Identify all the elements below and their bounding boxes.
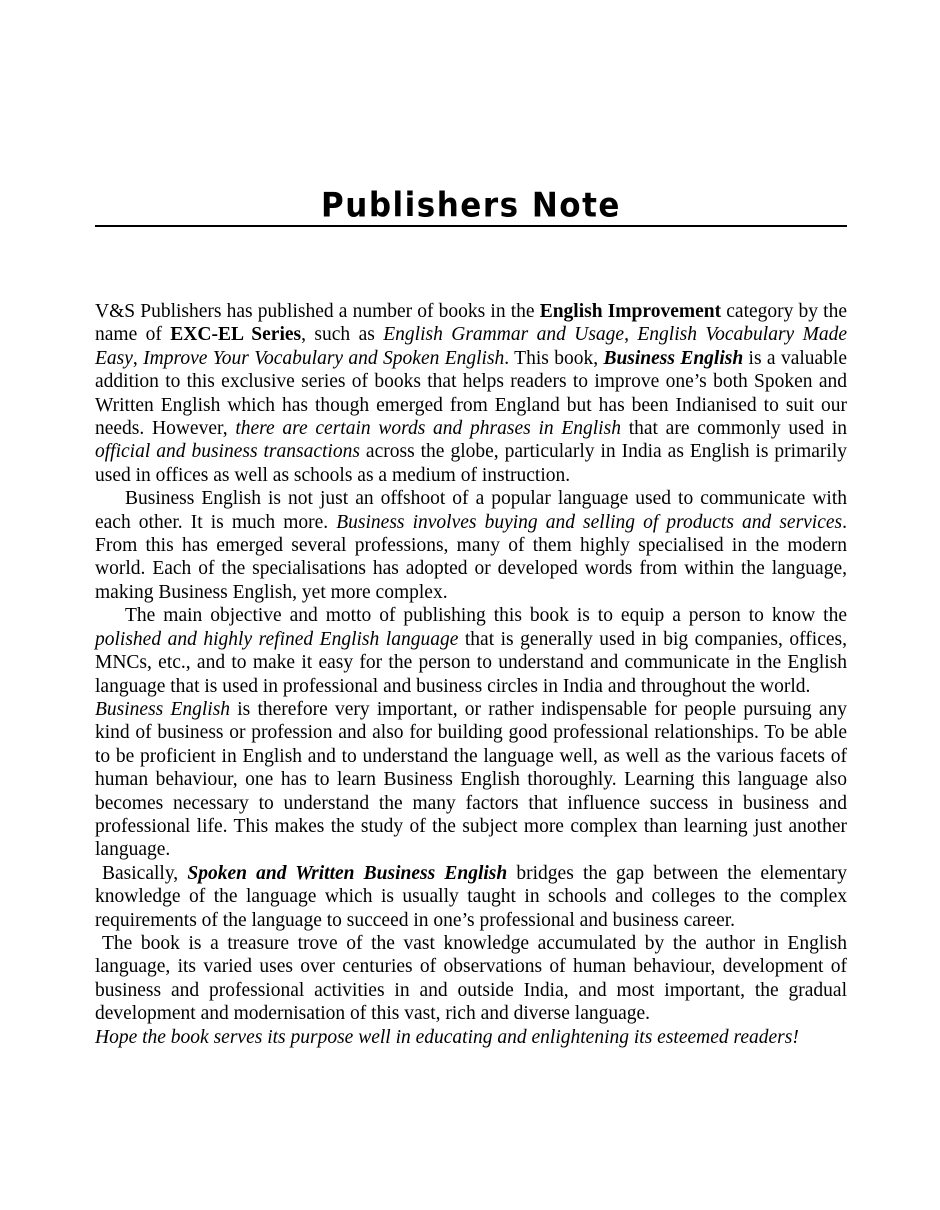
emphasis-text: Business involves buying and selling of products and services	[336, 511, 843, 533]
body-text: . From this has emerged several professions, many of them highly specialised in the modern world. Each of the specialisations has adopted or developed words from within the language, making Business English, yet more complex.	[95, 511, 847, 603]
body-text: The main objective and motto of publishing this book is to equip a person to know the	[125, 605, 847, 627]
emphasis-text: official and business transactions	[95, 441, 360, 463]
emphasis-text: Hope the book serves its purpose well in educating and enlightening its esteemed readers!	[95, 1026, 799, 1048]
body-text: bridges the gap between the elementary knowledge of the language which is usually taught in schools and colleges to the complex requirements of the language to succeed in one’s professional and business career.	[95, 862, 848, 931]
body-text: ,	[624, 324, 638, 346]
paragraph	[95, 932, 847, 1026]
body-text: that are commonly used in	[620, 418, 847, 440]
body-text: Business English is not just an offshoot of a popular language used to communicate with each other. It is much more.	[95, 488, 847, 533]
emphasis-text: Business English	[95, 698, 231, 720]
paragraph	[95, 604, 847, 698]
body-text: ,	[132, 347, 144, 369]
emphasis-text: English Grammar and Usage	[383, 324, 625, 346]
title-rule	[95, 186, 847, 227]
emphasis-text: Improve Your Vocabulary and Spoken English	[143, 347, 505, 369]
emphasis-text: Business English	[603, 347, 744, 369]
body-text: is therefore very important, or rather indispensable for people pursuing any kind of business or profession and also for building good professional relationships. To be able to be proficient in English and to understand the language well, as well as the various facets of human behaviour, one has to learn Business English thoroughly. Learning this language also becomes necessary to understand the many factors that influence success in business and professional life. This makes the study of the subject more complex than learning just another language.	[95, 698, 847, 861]
body-text: The book is a treasure trove of the vast knowledge accumulated by the author in English language, its varied uses over centuries of observations of human behaviour, development of business and professional activities in and outside India, and most important, the gradual development and modernisation of this vast, rich and diverse language.	[95, 932, 847, 1025]
emphasis-text: Spoken and Written Business English	[187, 862, 508, 884]
body-text: that is generally used in big companies, offices, MNCs, etc., and to make it easy for the person to understand and communicate in the English language that is used in professional and business circles in India and throughout the world.	[95, 628, 847, 697]
body-text: across the globe, particularly in India as English is primarily used in offices as well as schools as a medium of instruction.	[95, 441, 847, 486]
emphasis-text: there are certain words and phrases in English	[235, 418, 621, 440]
body-text: V&S Publishers has published a number of books in the	[95, 301, 540, 322]
emphasis-text: English Vocabulary Made Easy	[95, 324, 847, 369]
emphasis-text: EXC-EL Series	[170, 324, 302, 346]
paragraph	[95, 300, 847, 487]
paragraph	[95, 487, 847, 604]
emphasis-text: English Improvement	[539, 301, 722, 322]
paragraph	[95, 1026, 847, 1049]
body-text: Basically,	[102, 862, 188, 884]
body-text: . This book,	[504, 347, 604, 369]
body-text: is a valuable addition to this exclusive series of books that helps readers to improve one’s both Spoken and Written English which has though emerged from England but has been Indianised to suit our needs. However,	[95, 347, 847, 440]
page-title: Publishers Note	[321, 186, 621, 226]
body-paragraphs	[95, 300, 847, 1049]
paragraph	[95, 862, 847, 932]
paragraph	[95, 698, 847, 862]
page-content	[95, 0, 847, 1049]
emphasis-text: polished and highly refined English language	[95, 628, 459, 650]
body-text: , such as	[301, 324, 384, 346]
body-text: category by the name of	[95, 301, 848, 346]
